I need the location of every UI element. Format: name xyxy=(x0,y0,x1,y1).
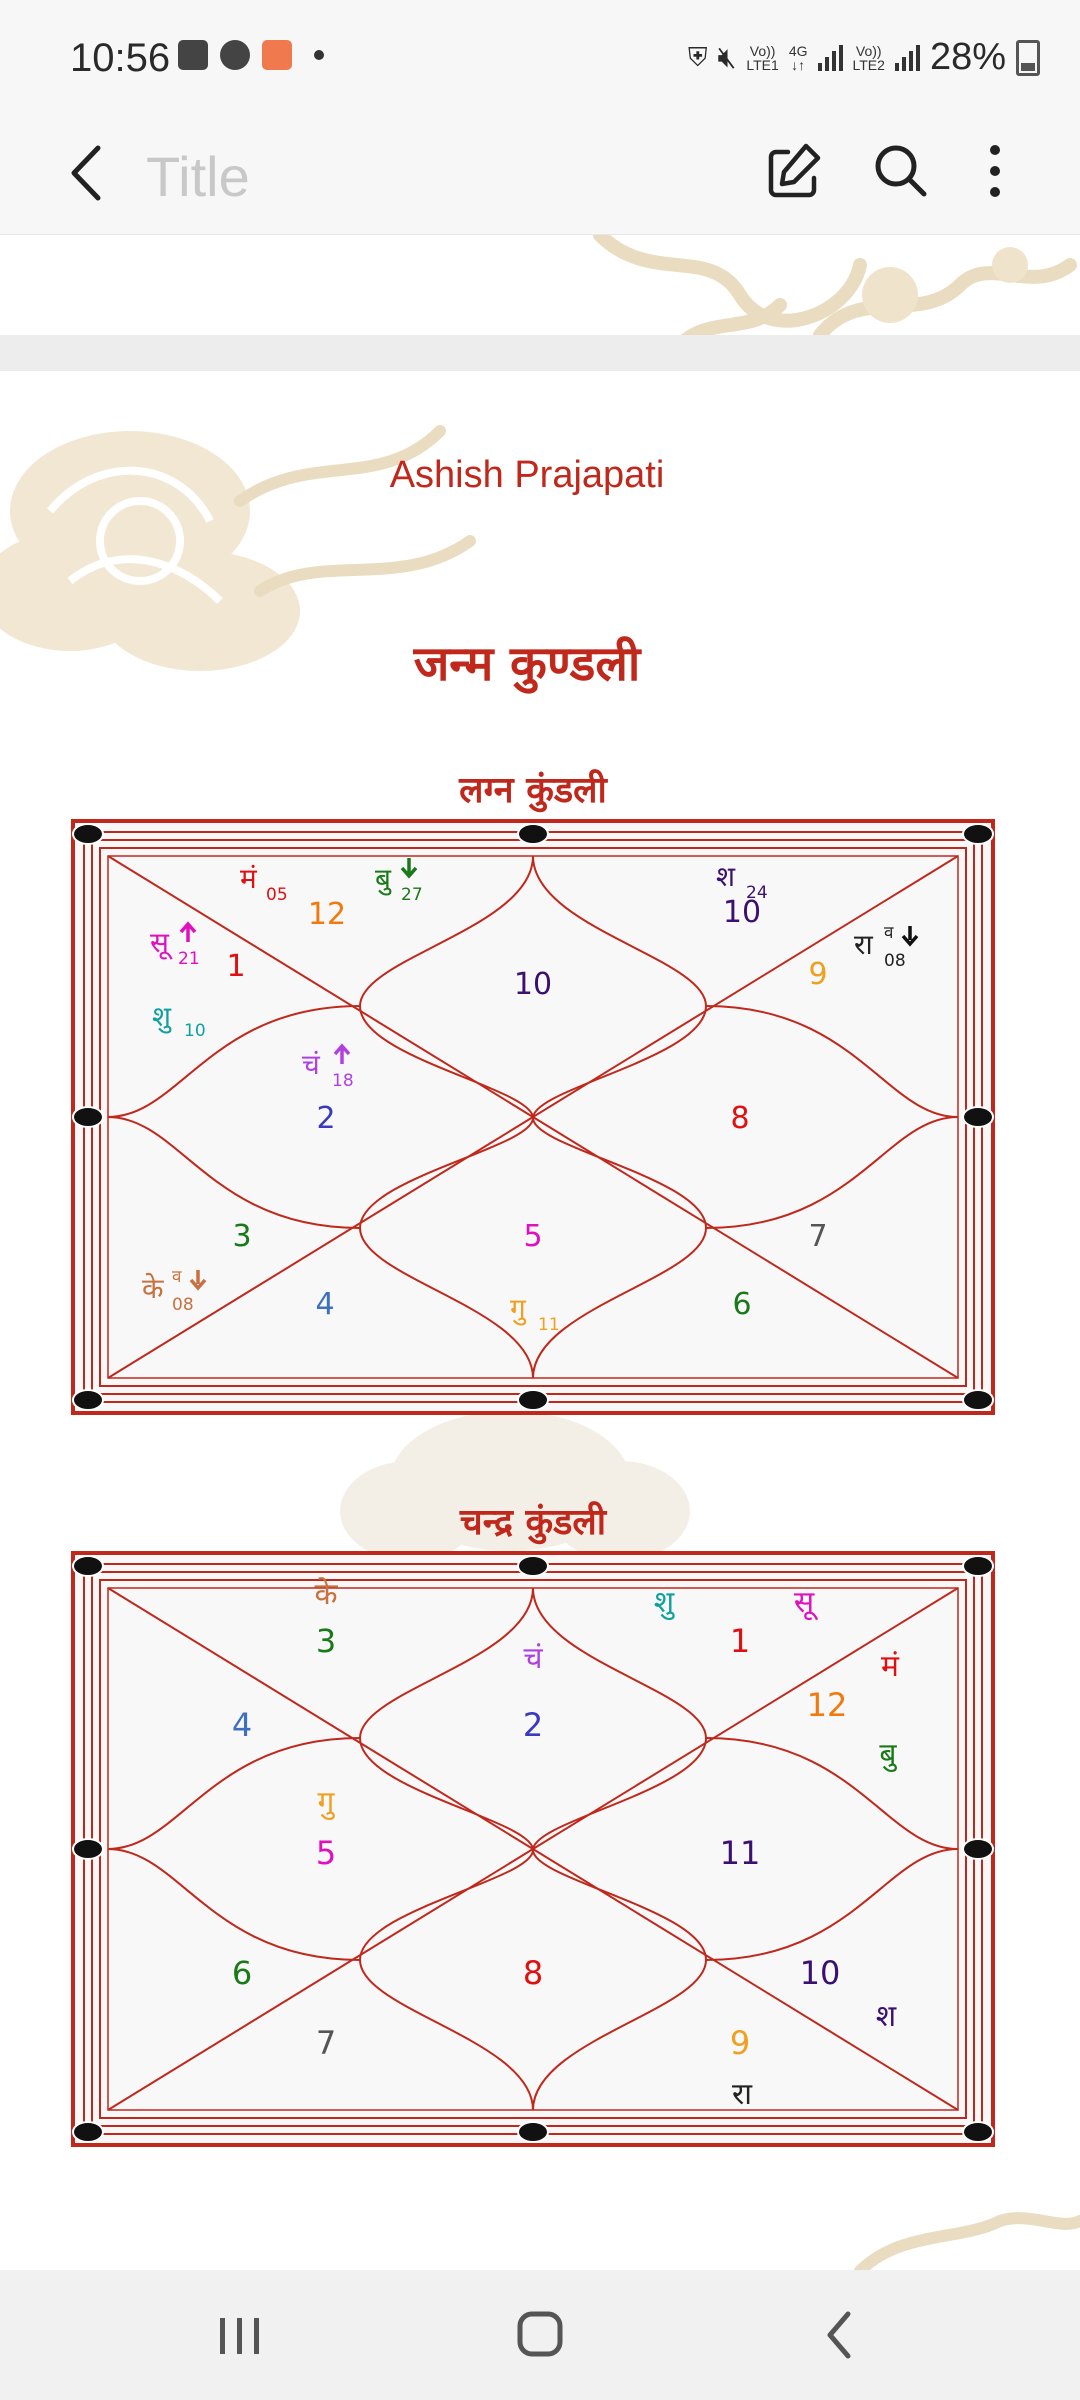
status-bar xyxy=(0,0,1080,118)
chandra-house-bottom: 8 xyxy=(522,1954,544,1992)
lagna-house-4: 4 xyxy=(315,1287,335,1322)
chandra-chart-title: चन्द्र कुंडली xyxy=(459,1502,607,1543)
chandra-chart-svg xyxy=(70,1550,996,2148)
lagna-chart-title: लग्न कुंडली xyxy=(459,770,607,811)
svg-text:08: 08 xyxy=(884,951,906,971)
recent-apps-icon[interactable] xyxy=(200,2300,280,2370)
lagna-house-10: 10 xyxy=(722,895,762,930)
svg-text:24: 24 xyxy=(746,883,768,903)
svg-text:श: श xyxy=(716,860,736,893)
section-separator xyxy=(0,335,1080,371)
svg-text:गु: गु xyxy=(510,1292,526,1325)
main-title: जन्म कुण्डली xyxy=(413,636,641,692)
vpn-icon: ⛨ xyxy=(687,41,708,72)
lagna-kundli-chart xyxy=(70,818,996,1416)
nav-back-icon[interactable] xyxy=(800,2300,880,2370)
chandra-house-tr-lower: 12 xyxy=(806,1686,848,1724)
search-icon[interactable] xyxy=(866,136,936,206)
edit-icon[interactable] xyxy=(760,136,830,206)
lagna-house-6: 6 xyxy=(732,1287,752,1322)
chandra-planet-ra: रा xyxy=(731,2077,753,2112)
chandra-planet-shu: शु xyxy=(653,1585,675,1620)
page-title: Title xyxy=(146,145,250,208)
svg-text:शु: शु xyxy=(152,1000,172,1033)
chandra-planet-ke: के xyxy=(314,1577,338,1612)
lagna-house-7: 7 xyxy=(808,1219,828,1254)
signal-icon-2 xyxy=(895,45,920,71)
lagna-house-8: 8 xyxy=(730,1101,750,1136)
svg-text:21: 21 xyxy=(178,949,200,969)
lagna-house-5: 5 xyxy=(523,1219,543,1254)
system-nav-bar xyxy=(0,2270,1080,2400)
svg-text:05: 05 xyxy=(266,885,288,905)
chandra-house-tl-lower: 4 xyxy=(231,1706,253,1744)
app-notification-icon xyxy=(262,40,292,70)
svg-text:व: व xyxy=(172,1267,182,1287)
news-icon xyxy=(178,40,208,70)
status-time: 10:56 xyxy=(70,36,171,80)
network-indicator-1: Vo)) LTE1 xyxy=(746,42,779,73)
floral-watermark-bottom xyxy=(840,2211,1080,2271)
lagna-chart-svg xyxy=(70,818,996,1416)
chandra-house-right: 11 xyxy=(719,1834,761,1872)
chandra-house-left: 5 xyxy=(315,1834,337,1872)
svg-text:सू: सू xyxy=(150,926,169,959)
chandra-kundli-chart xyxy=(70,1550,996,2148)
chandra-planet-gu: गु xyxy=(317,1785,335,1820)
svg-text:के: के xyxy=(142,1272,164,1305)
notification-icons xyxy=(178,40,324,70)
battery-icon xyxy=(1016,40,1040,76)
floral-watermark-top xyxy=(560,235,1080,335)
more-notifications-icon xyxy=(314,50,324,60)
svg-text:10: 10 xyxy=(184,1021,206,1041)
document-header-band xyxy=(0,235,1080,335)
chandra-house-br-lower: 9 xyxy=(729,2024,751,2062)
chandra-house-tr-upper: 1 xyxy=(729,1622,751,1660)
svg-text:27: 27 xyxy=(401,885,423,905)
person-name: Ashish Prajapati xyxy=(389,454,665,496)
svg-text:18: 18 xyxy=(332,1071,354,1091)
chandra-house-br-upper: 10 xyxy=(799,1954,841,1992)
svg-text:मं: मं xyxy=(240,862,257,895)
mute-icon: 🔇︎ xyxy=(717,40,737,74)
network-indicator-2: Vo)) LTE2 xyxy=(852,42,885,73)
svg-text:चं: चं xyxy=(302,1048,320,1081)
svg-text:बु: बु xyxy=(375,862,391,895)
svg-text:व: व xyxy=(884,923,894,943)
home-icon[interactable] xyxy=(500,2300,580,2370)
lagna-house-1: 1 xyxy=(226,949,246,984)
battery-percent: 28% xyxy=(929,36,1006,78)
chandra-planet-cha: चं xyxy=(523,1641,543,1676)
chandra-planet-bu: बु xyxy=(879,1737,897,1772)
bag-icon xyxy=(220,40,250,70)
chandra-house-tl-upper: 3 xyxy=(315,1622,337,1660)
lagna-house-3: 3 xyxy=(232,1219,252,1254)
deity-watermark xyxy=(180,1411,840,1571)
svg-text:रा: रा xyxy=(854,928,873,961)
svg-text:08: 08 xyxy=(172,1295,194,1315)
lagna-house-12: 12 xyxy=(307,897,347,932)
app-bar xyxy=(0,118,1080,235)
chandra-house-bl-lower: 7 xyxy=(315,2024,337,2062)
chandra-house-top: 2 xyxy=(522,1706,544,1744)
chandra-planet-su: सू xyxy=(793,1585,815,1620)
signal-icon-1 xyxy=(818,45,843,71)
back-arrow-icon[interactable] xyxy=(60,138,120,208)
more-options-icon[interactable] xyxy=(960,136,1030,206)
chandra-planet-ma: मं xyxy=(881,1649,899,1684)
lagna-house-2: 2 xyxy=(316,1101,336,1136)
chandra-house-bl-upper: 6 xyxy=(231,1954,253,1992)
status-right xyxy=(688,36,1040,79)
svg-text:11: 11 xyxy=(538,1315,560,1335)
network-indicator-4g: 4G ↓↑ xyxy=(788,42,808,73)
lagna-house-11: 10 xyxy=(513,967,553,1002)
chandra-planet-sha: श xyxy=(875,1999,897,2034)
lagna-house-9: 9 xyxy=(808,957,828,992)
